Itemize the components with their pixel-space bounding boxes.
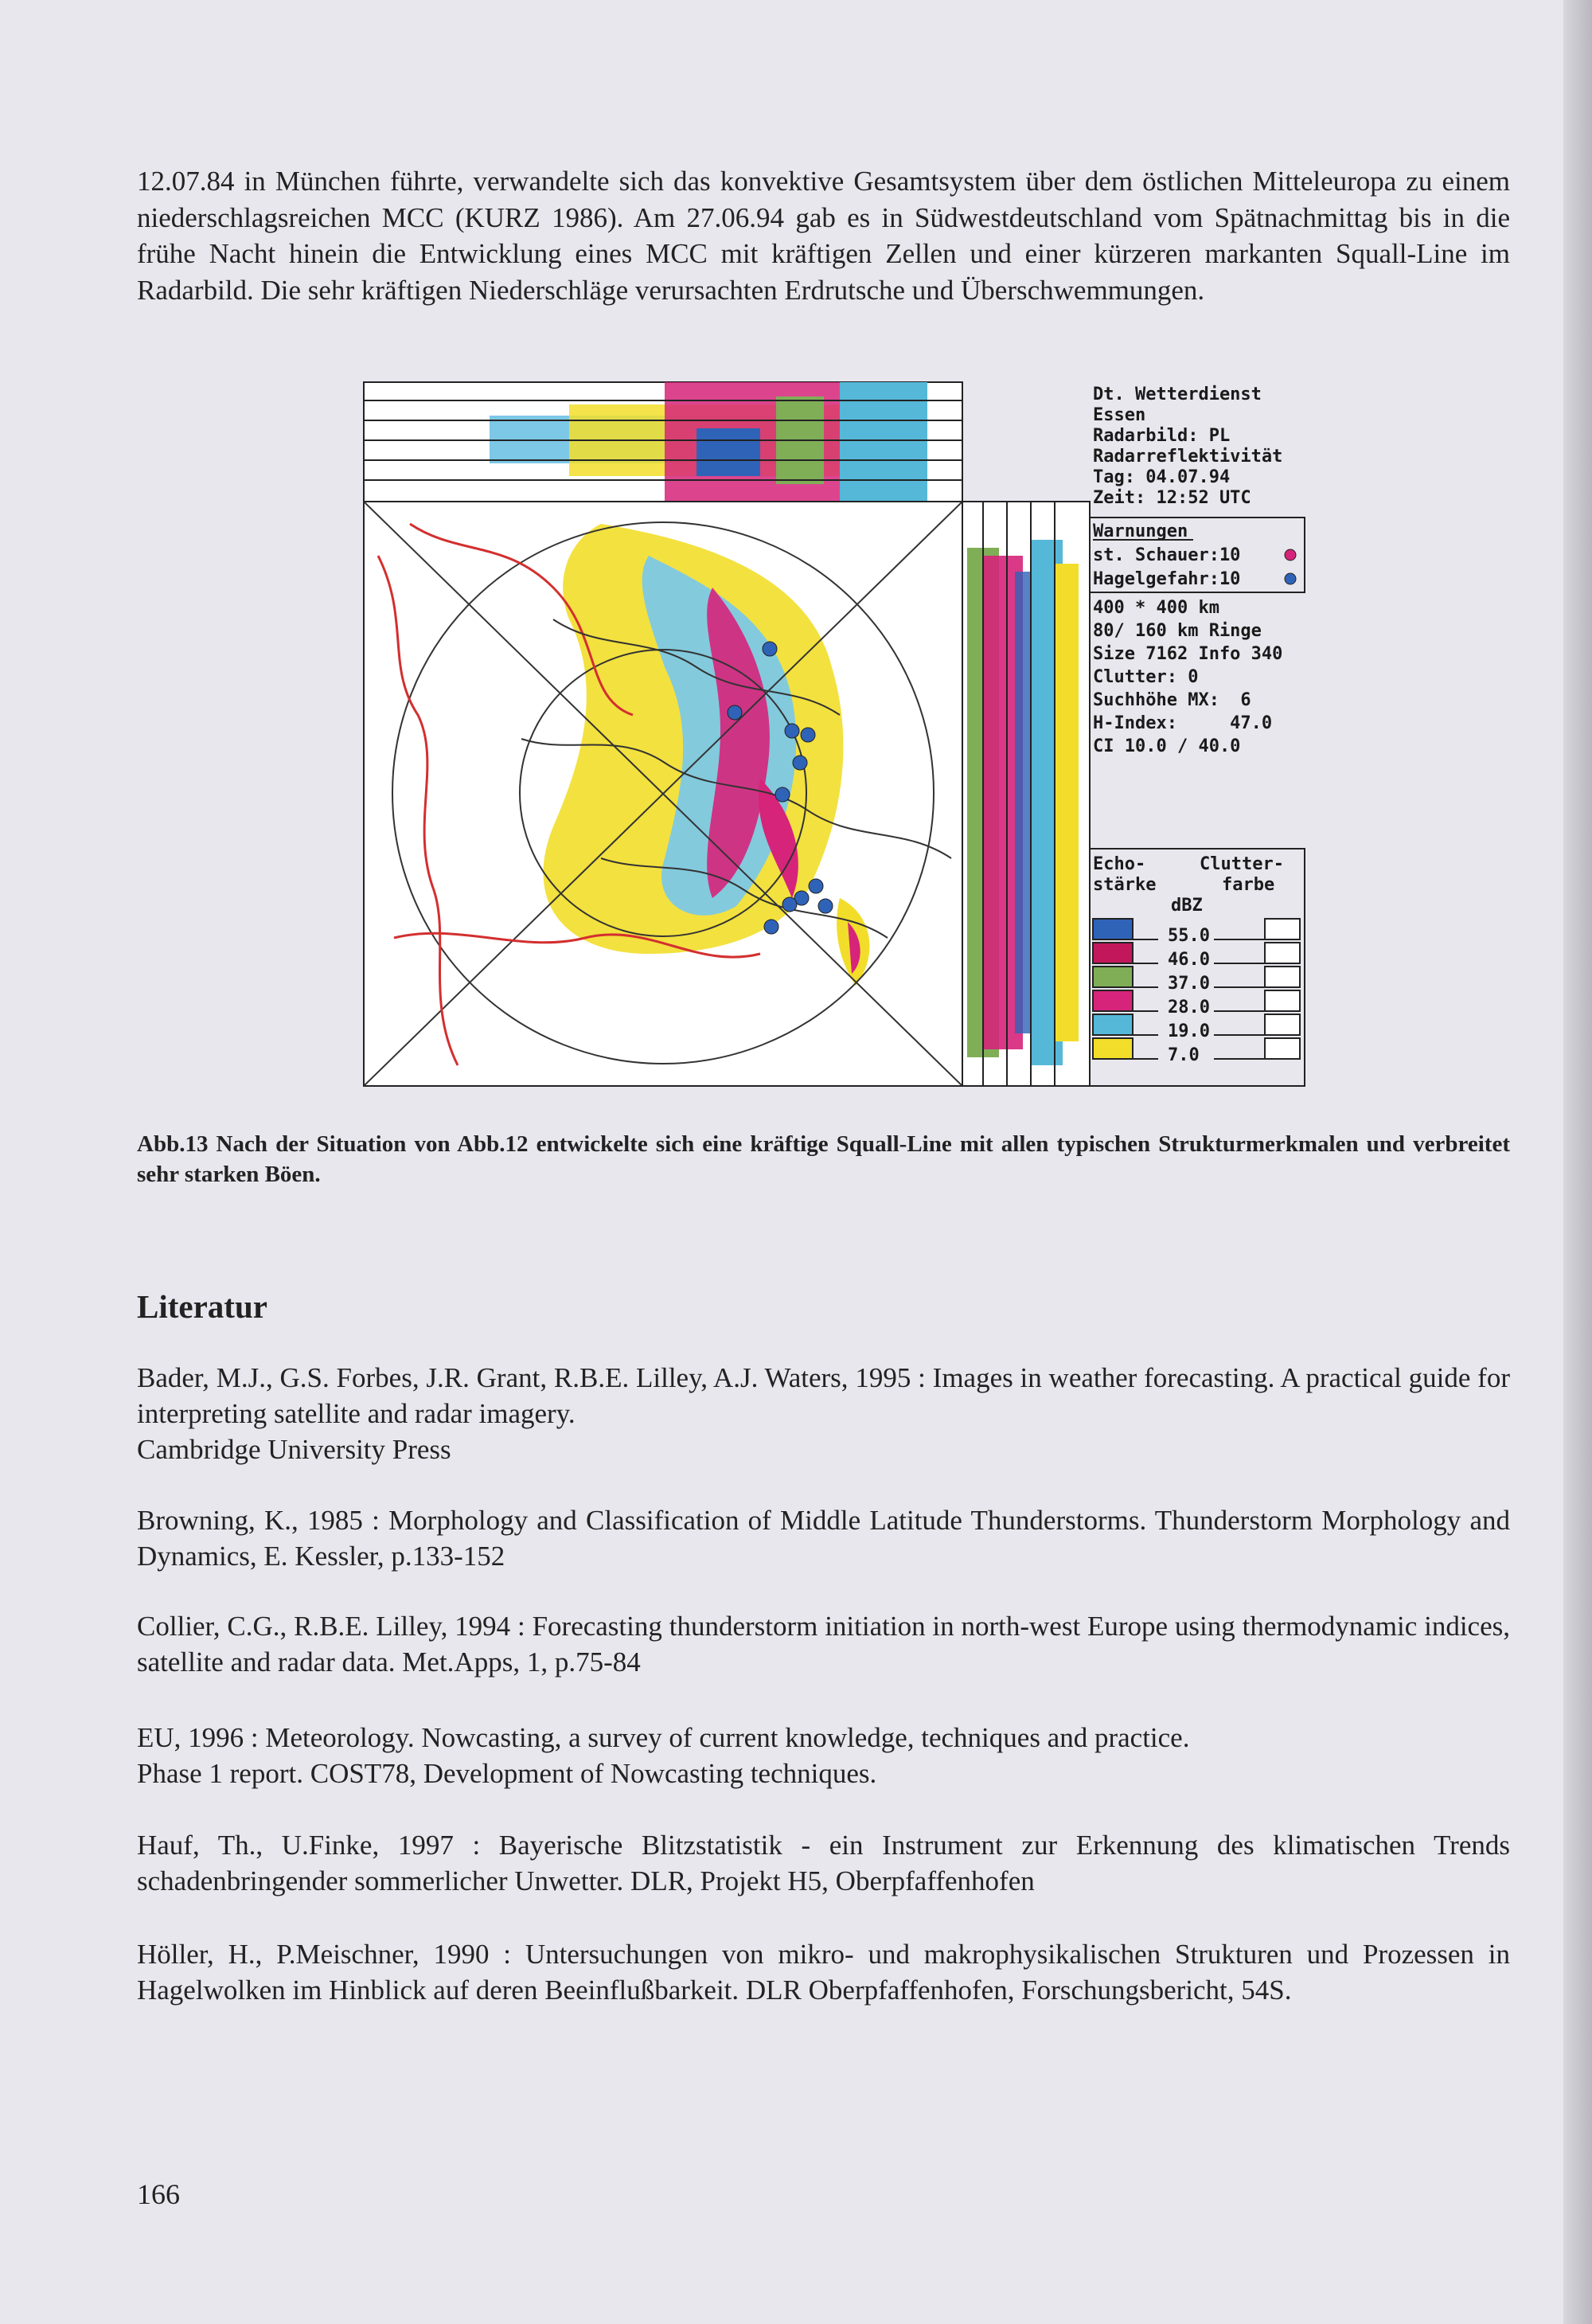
reference-entry [137,1502,1510,1574]
legend-level-label: 37.0 [1168,974,1210,994]
scan-page-edge [1563,0,1592,2324]
radar-info-line: Essen [1093,405,1146,425]
radar-info-block [1093,385,1282,508]
reference-line: Collier, C.G., R.B.E. Lilley, 1994 : Forecasting thunderstorm initiation in north-west Europe using thermodynamic indices, satellite and radar data. Met.Apps, 1, p.75-84 [137,1611,1510,1678]
legend-swatch [1093,919,1133,939]
reference-line: Bader, M.J., G.S. Forbes, J.R. Grant, R.B.E. Lilley, A.J. Waters, 1995 : Images in weather forecasting. A practical guide for interpreting satellite and radar imagery. [137,1362,1510,1429]
warnings-box [1090,518,1305,592]
shower-marker-icon [1285,549,1296,560]
page-number: 166 [137,2178,180,2210]
radar-param-line: 400 * 400 km [1093,598,1219,618]
warnings-title: Warnungen [1093,521,1188,541]
clutter-color-box [1265,990,1300,1011]
legend-echo-label-1: Echo- [1093,854,1146,874]
clutter-color-box [1265,1038,1300,1059]
radar-params-block [1093,598,1282,756]
radar-info-line: Zeit: 12:52 UTC [1093,488,1251,508]
cross-section-side [962,502,1090,1086]
legend-level-label: 28.0 [1168,998,1210,1017]
legend-clutter-label-1: Clutter- [1200,854,1284,874]
clutter-color-box [1265,919,1300,939]
reference-line: Phase 1 report. COST78, Development of Nowcasting techniques. [137,1758,877,1789]
reference-entry [137,1608,1510,1680]
legend-swatch [1093,967,1133,987]
hail-marker-icon [1285,573,1296,584]
reference-line: Cambridge University Press [137,1434,451,1465]
warning-hail: Hagelgefahr:10 [1093,569,1241,589]
reference-line: Browning, K., 1985 : Morphology and Classification of Middle Latitude Thunderstorms. Thunderstorm Morphology and Dynamics, E. Kessler, p.133-152 [137,1505,1510,1572]
clutter-color-box [1265,1014,1300,1035]
legend-level-label: 7.0 [1168,1045,1200,1065]
legend-clutter-label-2: farbe [1222,875,1275,895]
intro-paragraph: 12.07.84 in München führte, verwandelte sich das konvektive Gesamtsystem über dem östlichen Mitteleuropa zu einem niederschlagsreichen MCC (KURZ 1986). Am 27.06.94 gab es in Südwestdeutschland vom Spätnachmittag bis in die frühe Nacht hinein die Entwicklung eines MCC mit kräftigen Zellen und einer kürzeren markanten Squall-Line im Radarbild. Die sehr kräftigen Niederschläge verursachten Erdrutsche und Überschwemmungen. [137,166,1510,306]
reference-entry [137,1936,1510,2008]
legend-swatch [1093,943,1133,963]
radar-info-line: Radarreflektivität [1093,447,1283,467]
radar-param-line: Clutter: 0 [1093,667,1199,687]
reference-entry [137,1827,1510,1899]
radar-info-line: Radarbild: PL [1093,426,1231,446]
references-heading: Literatur [137,1288,267,1325]
radar-param-line: Suchhöhe MX: 6 [1093,690,1251,710]
clutter-color-box [1265,943,1300,963]
legend-unit: dBZ [1171,896,1203,916]
warning-showers: st. Schauer:10 [1093,545,1241,565]
radar-figure [362,381,1349,1089]
reference-entry [137,1360,1510,1467]
clutter-color-box [1265,967,1300,987]
reference-line: Höller, H., P.Meischner, 1990 : Untersuchungen von mikro- und makrophysikalischen Strukturen und Prozessen in Hagelwolken im Hinblick auf deren Beeinflußbarkeit. DLR Oberpfaffenhofen, Forschungsbericht, 54S. [137,1939,1510,2006]
radar-param-line: 80/ 160 km Ringe [1093,621,1262,641]
legend-swatch [1093,1014,1133,1035]
radar-info-line: Dt. Wetterdienst [1093,385,1262,404]
legend-level-label: 55.0 [1168,926,1210,946]
reference-entry [137,1720,1510,1791]
reference-line: EU, 1996 : Meteorology. Nowcasting, a survey of current knowledge, techniques and practice. [137,1722,1190,1753]
legend-echo-label-2: stärke [1093,875,1157,895]
legend-level-label: 19.0 [1168,1021,1210,1041]
radar-param-line: CI 10.0 / 40.0 [1093,736,1241,756]
cross-section-top [364,382,962,502]
legend-swatch [1093,1038,1133,1059]
radar-param-line: Size 7162 Info 340 [1093,644,1283,664]
radar-info-line: Tag: 04.07.94 [1093,467,1231,487]
echo-legend [1090,849,1305,1086]
legend-level-label: 46.0 [1168,950,1210,970]
figure-caption: Abb.13 Nach der Situation von Abb.12 entwickelte sich eine kräftige Squall-Line mit allen typischen Strukturmerkmalen und verbreitet sehr starken Böen. [137,1131,1510,1187]
radar-map [364,502,962,1086]
radar-figure-svg [362,381,1349,1089]
radar-param-line: H-Index: 47.0 [1093,713,1273,733]
legend-swatch [1093,990,1133,1011]
reference-line: Hauf, Th., U.Finke, 1997 : Bayerische Blitzstatistik - ein Instrument zur Erkennung des klimatischen Trends schadenbringender sommerlicher Unwetter. DLR, Projekt H5, Oberpfaffenhofen [137,1830,1510,1896]
